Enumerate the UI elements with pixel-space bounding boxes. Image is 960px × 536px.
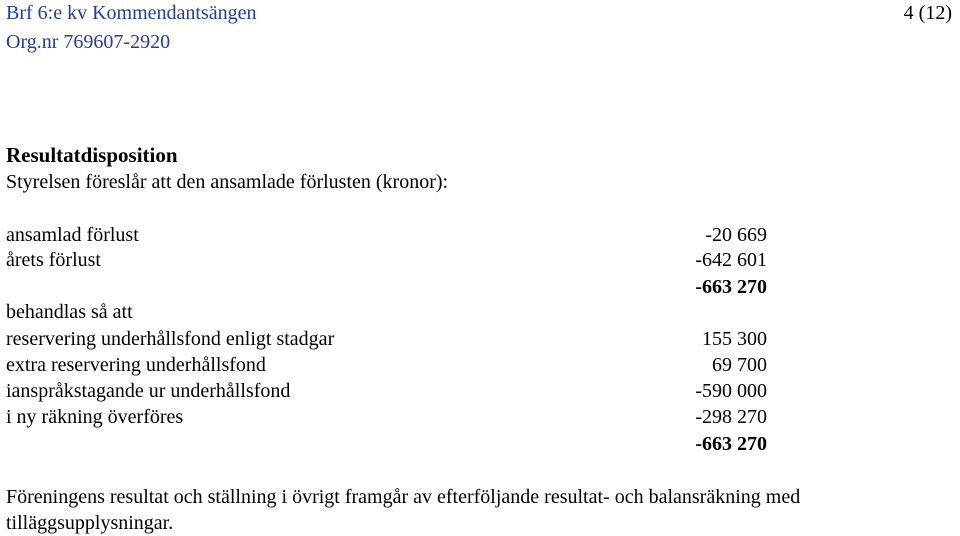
row-amount: -642 601 — [695, 249, 767, 271]
treatment-total-row — [6, 432, 767, 456]
row-amount: 69 700 — [712, 354, 767, 376]
maintenance-reserve-row — [6, 327, 767, 351]
treatment-heading: behandlas så att — [6, 301, 133, 323]
row-amount: -590 000 — [695, 380, 767, 402]
carried-forward-row — [6, 405, 767, 429]
row-label: ianspråkstagande ur underhållsfond — [6, 380, 291, 402]
row-label: ansamlad förlust — [6, 224, 139, 246]
row-amount: -298 270 — [695, 406, 767, 428]
treatment-total-amount: -663 270 — [695, 433, 767, 455]
page-number: 4 (12) — [903, 2, 952, 24]
organization-number: Org.nr 769607-2920 — [6, 31, 171, 53]
row-amount: 155 300 — [702, 328, 767, 350]
accumulated-loss-row — [6, 223, 767, 247]
row-label: årets förlust — [6, 249, 101, 271]
section-intro: Styrelsen föreslår att den ansamlade förlusten (kronor): — [6, 171, 449, 193]
association-name: Brf 6:e kv Kommendantsängen — [6, 2, 257, 24]
fund-usage-row — [6, 379, 767, 403]
accumulated-total-amount: -663 270 — [695, 276, 767, 298]
row-amount: -20 669 — [705, 224, 767, 246]
year-loss-row — [6, 248, 767, 272]
row-label: extra reservering underhållsfond — [6, 354, 266, 376]
row-label: reservering underhållsfond enligt stadgar — [6, 328, 335, 350]
footer-note: Föreningens resultat och ställning i övrigt framgår av efterföljande resultat- och balansräkning med tilläggsupplysningar. — [6, 486, 801, 534]
extra-reserve-row — [6, 353, 767, 377]
section-title: Resultatdisposition — [6, 143, 178, 167]
row-label: i ny räkning överföres — [6, 406, 184, 428]
accumulated-total-row — [6, 275, 767, 299]
